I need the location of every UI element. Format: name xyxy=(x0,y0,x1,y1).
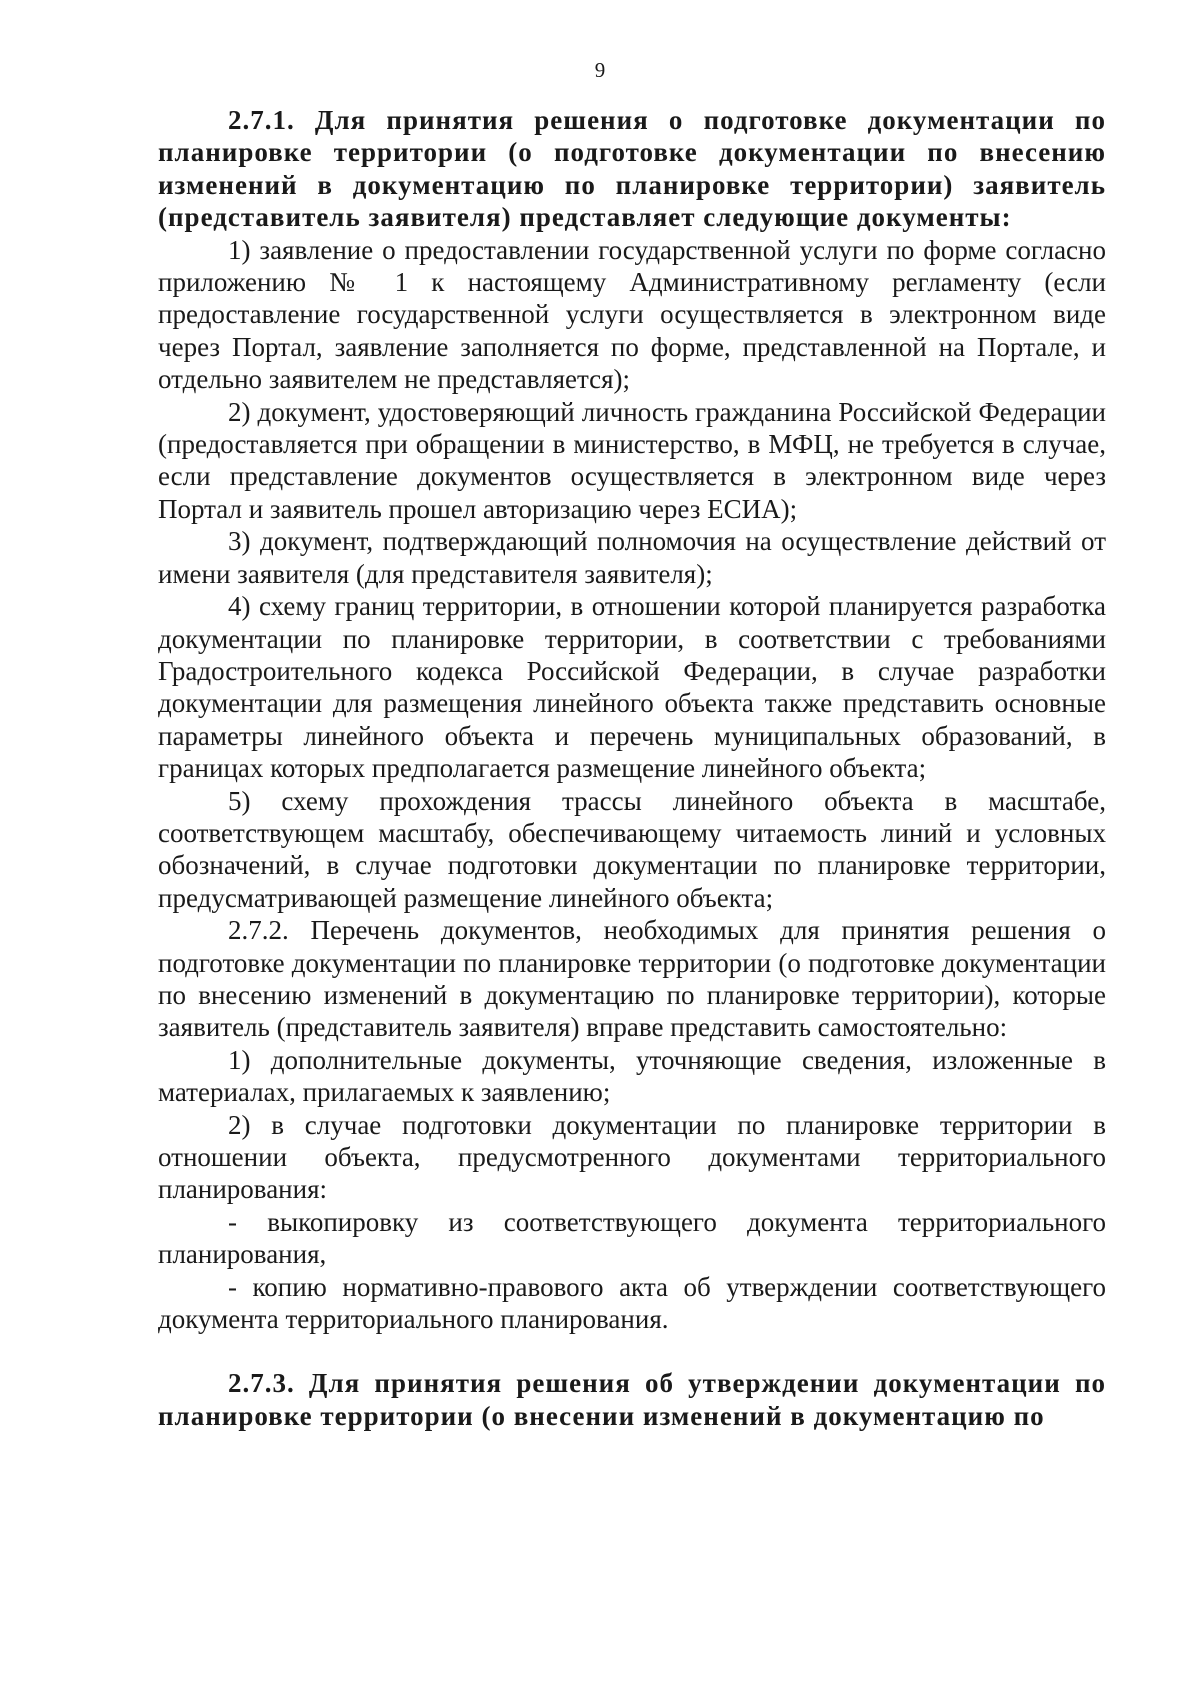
list-item: 2) документ, удостоверяющий личность гражданина Российской Федерации (предоставляется при обращении в министерство, в МФЦ, не требуется в случае, если представление документов осуществляется в электронном виде через Портал и заявитель прошел авторизацию через ЕСИА); xyxy=(158,396,1106,524)
list-item: 1) дополнительные документы, уточняющие сведения, изложенные в материалах, прилагаемых к заявлению; xyxy=(158,1044,1106,1108)
document-body xyxy=(158,104,1106,1432)
section-heading-2-7-1: 2.7.1. Для принятия решения о подготовке документации по планировке территории (о подготовке документации по внесению изменений в документацию по планировке территории) заявитель (представитель заявителя) представляет следующие документы: xyxy=(158,105,1106,233)
page-number: 9 xyxy=(594,58,606,82)
sub-list-item: - копию нормативно-правового акта об утверждении соответствующего документа территориального планирования. xyxy=(158,1271,1106,1335)
section-heading-2-7-3: 2.7.3. Для принятия решения об утверждении документации по планировке территории (о внесении изменений в документацию по xyxy=(158,1368,1106,1431)
list-item: 4) схему границ территории, в отношении которой планируется разработка документации по планировке территории, в соответствии с требованиями Градостроительного кодекса Российской Федерации, в случае разработки документации для размещения линейного объекта также представить основные параметры линейного объекта и перечень муниципальных образований, в границах которых предполагается размещение линейного объекта; xyxy=(158,591,1106,784)
sub-list-item: - выкопировку из соответствующего документа территориального планирования, xyxy=(158,1206,1106,1270)
paragraph-2-7-2: 2.7.2. Перечень документов, необходимых для принятия решения о подготовке документации по планировке территории (о подготовке документации по внесению изменений в документацию по планировке территории), которые заявитель (представитель заявителя) вправе представить самостоятельно: xyxy=(158,915,1106,1043)
list-item: 3) документ, подтверждающий полномочия на осуществление действий от имени заявителя (для представителя заявителя); xyxy=(158,526,1106,589)
list-item: 2) в случае подготовки документации по планировке территории в отношении объекта, предусмотренного документами территориального планирования: xyxy=(158,1109,1106,1205)
list-item: 1) заявление о предоставлении государственной услуги по форме согласно приложению № 1 к настоящему Административному регламенту (если предоставление государственной услуги осуществляется в электронном виде через Портал, заявление заполняется по форме, представленной на Портале, и отдельно заявителем не представляется); xyxy=(158,234,1106,395)
list-item: 5) схему прохождения трассы линейного объекта в масштабе, соответствующем масштабу, обеспечивающему читаемость линий и условных обозначений, в случае подготовки документации по планировке территории, предусматривающей размещение линейного объекта; xyxy=(158,785,1106,913)
